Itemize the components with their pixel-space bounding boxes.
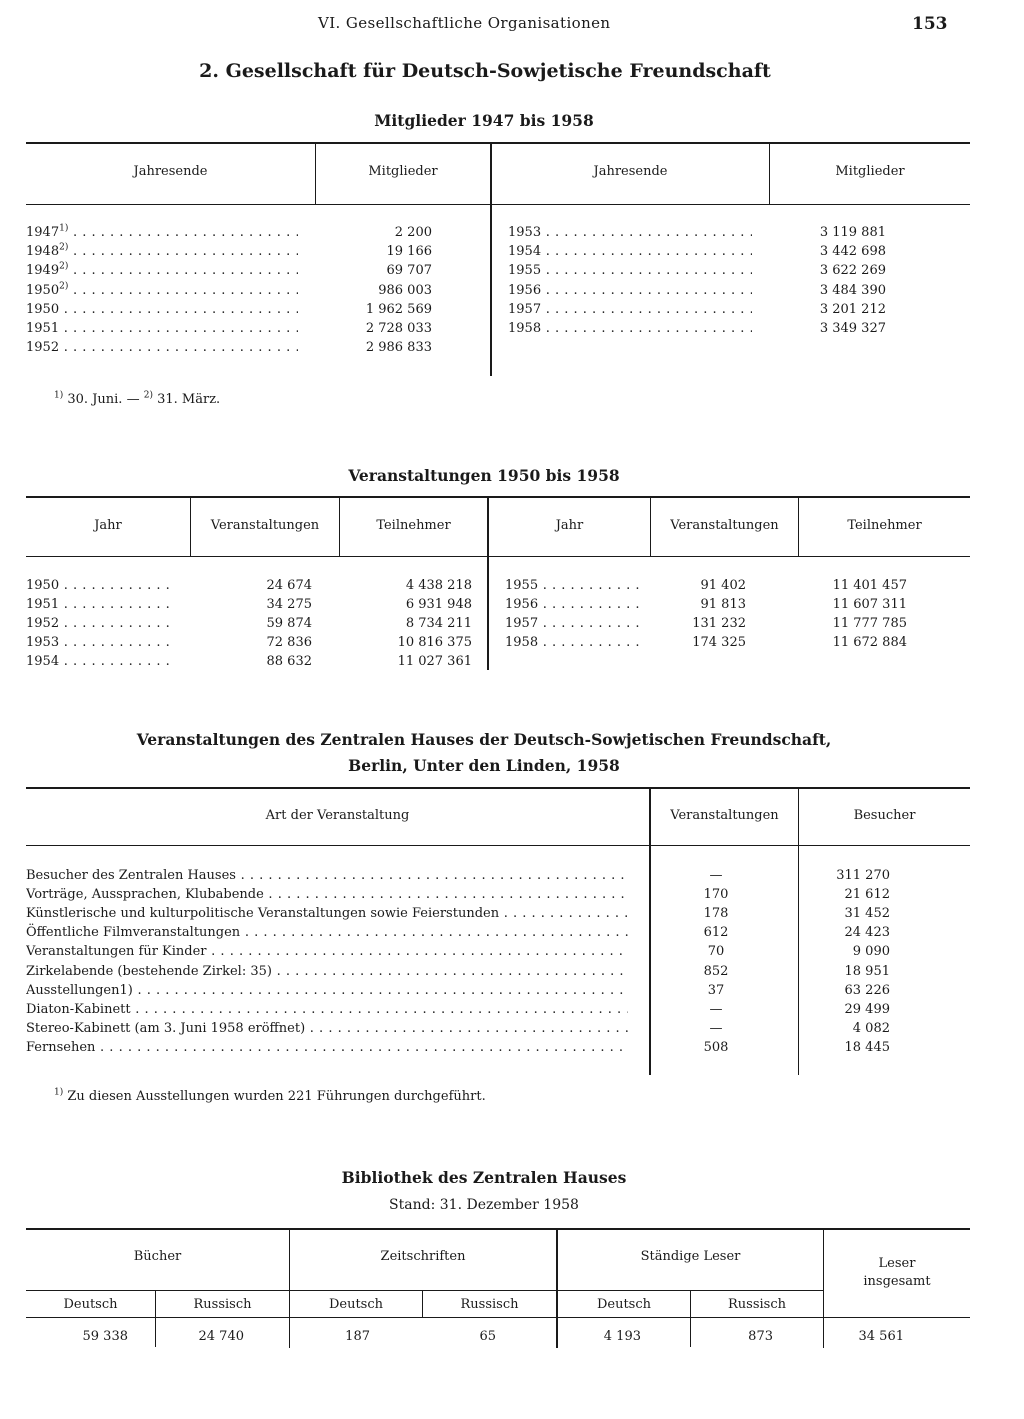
- table-row: [26, 223, 490, 242]
- table3-footnote: [54, 1089, 486, 1104]
- row-label: [26, 338, 298, 357]
- footnote-ref: 2): [59, 281, 69, 292]
- table-row: [26, 866, 970, 885]
- year: 1957: [508, 301, 542, 317]
- row-label: Fernsehen . . .: [26, 1038, 628, 1057]
- footnote-text: 31. März.: [157, 392, 221, 407]
- row-label: [505, 614, 641, 633]
- row-label: [505, 595, 641, 614]
- table3-caption-line1: Veranstaltungen des Zentralen Hauses der Deutsch-Sowjetischen Freundschaft,: [136, 730, 832, 749]
- row-label: [26, 633, 176, 652]
- events-value: 70: [707, 944, 725, 960]
- members-value: 19 166: [386, 244, 432, 260]
- row-label: [26, 300, 298, 319]
- members-value: 2 200: [394, 225, 432, 240]
- row-label: Ausstellungen1) . . .: [26, 981, 628, 1000]
- footnote-mark: 1): [54, 390, 64, 401]
- participants-value: 11 607 311: [832, 597, 907, 612]
- year: 1954: [26, 654, 60, 669]
- table-row: [26, 300, 490, 319]
- year: 1952: [26, 616, 60, 631]
- events-value: 852: [703, 963, 729, 979]
- table1-col-mitglieder: Mitglieder: [368, 164, 438, 179]
- events-value: 24 674: [266, 578, 312, 593]
- events-value: 508: [703, 1039, 729, 1055]
- events-value: 170: [703, 887, 729, 903]
- table4-cell: 34 561: [858, 1329, 904, 1344]
- visitors-value: 63 226: [844, 982, 890, 998]
- visitors-value: 21 612: [844, 887, 890, 903]
- table2-col-veranstaltungen: Veranstaltungen: [670, 518, 779, 533]
- row-label: Besucher des Zentralen Hauses . . .: [26, 866, 628, 885]
- participants-value: 11 027 361: [397, 654, 472, 669]
- table-row: [26, 614, 486, 633]
- year: 1948: [26, 244, 60, 260]
- table4-sub-deutsch: Deutsch: [328, 1297, 384, 1312]
- year: 1956: [508, 282, 542, 298]
- visitors-value: 4 082: [852, 1020, 890, 1036]
- table1-top-rule: [26, 142, 970, 144]
- table3-col-art: Art der Veranstaltung: [265, 808, 410, 823]
- running-title: VI. Gesellschaftliche Organisationen: [318, 14, 611, 32]
- table3-col-veranstaltungen: Veranstaltungen: [670, 808, 779, 823]
- visitors-value: 18 951: [844, 963, 890, 979]
- table1-col-mitglieder: Mitglieder: [835, 164, 905, 179]
- events-value: 612: [703, 925, 729, 941]
- table4-col-leser: Ständige Leser: [640, 1249, 741, 1264]
- table1-footnotes: [54, 392, 220, 407]
- visitors-value: 31 452: [844, 906, 890, 922]
- events-value: 91 402: [700, 578, 746, 593]
- table-row: [26, 652, 486, 671]
- table1-caption: Mitglieder 1947 bis 1958: [374, 111, 594, 130]
- table-row: [505, 595, 970, 614]
- year: 1958: [505, 635, 539, 650]
- table1-header-rule: [26, 204, 970, 205]
- row-label: [26, 595, 176, 614]
- members-value: 69 707: [386, 263, 432, 279]
- members-value: 3 201 212: [819, 301, 886, 317]
- row-label: Öffentliche Filmveranstaltungen . . .: [26, 923, 628, 942]
- table1-col-jahresende: Jahresende: [593, 164, 668, 179]
- table-row: [505, 614, 970, 633]
- table-row: [505, 633, 970, 652]
- table-row: [505, 576, 970, 595]
- table4-col-insgesamt: Leser: [878, 1256, 916, 1271]
- table4-header-rule: [26, 1317, 970, 1318]
- table4-sub-russisch: Russisch: [193, 1297, 252, 1312]
- table2-header-rule: [26, 556, 970, 557]
- participants-value: 4 438 218: [405, 578, 472, 593]
- year: 1957: [505, 616, 539, 631]
- table2-col-jahr: Jahr: [94, 518, 122, 533]
- year: 1953: [26, 635, 60, 650]
- year: 1954: [508, 244, 542, 260]
- events-value: —: [709, 868, 723, 883]
- year: 1952: [26, 340, 60, 356]
- row-label: [508, 261, 752, 280]
- events-value: 72 836: [266, 635, 312, 650]
- table4-sub-russisch: Russisch: [728, 1297, 786, 1312]
- table-row: [26, 885, 970, 904]
- table-row: [508, 242, 968, 261]
- events-value: 131 232: [692, 616, 746, 631]
- table4-subcaption: Stand: 31. Dezember 1958: [389, 1197, 579, 1213]
- row-label: Vorträge, Aussprachen, Klubabende . . .: [26, 885, 628, 904]
- table2-col-veranstaltungen: Veranstaltungen: [210, 518, 320, 533]
- table-row: [26, 338, 490, 357]
- year: 1947: [26, 225, 60, 240]
- row-label: [26, 652, 176, 671]
- table4-cell: 59 338: [82, 1329, 128, 1344]
- table-row: [26, 261, 490, 280]
- row-label: [505, 633, 641, 652]
- visitors-value: 311 270: [836, 868, 890, 883]
- participants-value: 11 777 785: [832, 616, 907, 631]
- table-row: [26, 576, 486, 595]
- participants-value: 10 816 375: [397, 635, 472, 650]
- table4-cell: 873: [748, 1329, 773, 1344]
- visitors-value: 9 090: [852, 944, 890, 960]
- table-row: [26, 1038, 970, 1057]
- table-row: [26, 923, 970, 942]
- row-label: [26, 614, 176, 633]
- members-value: 2 986 833: [365, 340, 432, 356]
- year: 1955: [508, 263, 542, 279]
- row-label: [508, 319, 752, 338]
- row-label: [508, 242, 752, 261]
- events-value: 59 874: [266, 616, 312, 631]
- table4-sub-deutsch: Deutsch: [63, 1297, 118, 1312]
- row-label: [26, 319, 298, 338]
- table4-sub-russisch: Russisch: [460, 1297, 519, 1312]
- row-label: [508, 281, 752, 300]
- table2-col-teilnehmer: Teilnehmer: [847, 518, 922, 533]
- table-row: [26, 633, 486, 652]
- table4-cell: 24 740: [198, 1329, 244, 1344]
- participants-value: 11 672 884: [832, 635, 907, 650]
- year: 1955: [505, 578, 539, 593]
- visitors-value: 24 423: [844, 925, 890, 941]
- row-label: Stereo-Kabinett (am 3. Juni 1958 eröffnet) . . .: [26, 1019, 628, 1038]
- row-label: [26, 223, 298, 242]
- footnote-mark: 1): [54, 1087, 64, 1098]
- members-value: 3 622 269: [819, 263, 886, 279]
- table-row: [508, 261, 968, 280]
- table2-col-jahr: Jahr: [555, 518, 584, 533]
- table-row: [508, 223, 968, 242]
- visitors-value: 18 445: [844, 1039, 890, 1055]
- row-label: Diaton-Kabinett . . .: [26, 1000, 628, 1019]
- year: 1951: [26, 597, 60, 612]
- members-value: 3 119 881: [819, 225, 886, 240]
- events-value: —: [709, 1001, 723, 1017]
- table-row: [26, 1000, 970, 1019]
- year: 1958: [508, 321, 542, 336]
- visitors-value: 29 499: [844, 1001, 890, 1017]
- table-row: [26, 981, 970, 1000]
- row-label: [26, 576, 176, 595]
- row-label: [508, 223, 752, 242]
- year: 1951: [26, 321, 60, 336]
- table2-caption: Veranstaltungen 1950 bis 1958: [348, 466, 620, 485]
- footnote-ref: 2): [59, 242, 69, 253]
- table4-col-zeitschriften: Zeitschriften: [380, 1249, 466, 1264]
- members-value: 986 003: [378, 282, 432, 298]
- table4-cell: 65: [479, 1329, 496, 1344]
- page-number: 153: [912, 14, 948, 34]
- row-label: [505, 576, 641, 595]
- table1-col-jahresende: Jahresende: [133, 164, 208, 179]
- table-row: [26, 242, 490, 261]
- row-label: [26, 281, 298, 300]
- table4-cell: 187: [345, 1329, 370, 1344]
- events-value: 37: [707, 982, 725, 998]
- table-row: [26, 904, 970, 923]
- events-value: 34 275: [266, 597, 312, 612]
- table2-col-teilnehmer: Teilnehmer: [376, 518, 451, 533]
- events-value: 174 325: [692, 635, 746, 650]
- members-value: 3 349 327: [819, 321, 886, 336]
- row-label: [26, 261, 298, 280]
- table4-col-buecher: Bücher: [133, 1249, 182, 1264]
- events-value: —: [709, 1020, 723, 1036]
- table4-caption: Bibliothek des Zentralen Hauses: [341, 1168, 627, 1187]
- members-value: 1 962 569: [365, 301, 432, 317]
- participants-value: 6 931 948: [405, 597, 472, 612]
- members-value: 2 728 033: [365, 321, 432, 336]
- footnote-text: Zu diesen Ausstellungen wurden 221 Führungen durchgeführt.: [67, 1089, 486, 1104]
- year: 1956: [505, 597, 539, 612]
- table3-top-rule: [26, 787, 970, 789]
- table-row: [26, 595, 486, 614]
- table-row: [26, 1019, 970, 1038]
- participants-value: 11 401 457: [832, 578, 907, 593]
- year: 1950: [26, 282, 60, 298]
- year: 1950: [26, 301, 60, 317]
- table-row: [26, 962, 970, 981]
- table-row: [508, 300, 968, 319]
- table3-caption-line2: Berlin, Unter den Linden, 1958: [348, 756, 620, 775]
- footnote-ref: 2): [59, 262, 69, 273]
- table-row: [26, 281, 490, 300]
- section-title: 2. Gesellschaft für Deutsch-Sowjetische Freundschaft: [199, 60, 771, 82]
- table3-col-besucher: Besucher: [853, 808, 916, 823]
- table2-top-rule: [26, 496, 970, 498]
- events-value: 178: [703, 906, 729, 922]
- footnote-mark: 2): [143, 390, 153, 401]
- events-value: 88 632: [266, 654, 312, 669]
- members-value: 3 484 390: [819, 282, 886, 298]
- table4-col-insgesamt: insgesamt: [863, 1274, 931, 1289]
- footnote-text: 30. Juni. —: [67, 392, 140, 407]
- table-row: [26, 319, 490, 338]
- table4-cell: 4 193: [603, 1329, 641, 1344]
- table-row: [508, 319, 968, 338]
- footnote-ref: 1): [59, 223, 69, 234]
- members-value: 3 442 698: [819, 244, 886, 260]
- table-row: [508, 281, 968, 300]
- row-label: Künstlerische und kulturpolitische Veranstaltungen sowie Feierstunden . . .: [26, 904, 628, 923]
- row-label: Zirkelabende (bestehende Zirkel: 35) . . .: [26, 962, 628, 981]
- table4-top-rule: [26, 1228, 970, 1230]
- year: 1950: [26, 578, 60, 593]
- table3-header-rule: [26, 845, 970, 846]
- row-label: [508, 300, 752, 319]
- year: 1949: [26, 263, 60, 279]
- row-label: Veranstaltungen für Kinder . . .: [26, 942, 628, 961]
- table-row: [26, 942, 970, 961]
- table4-sub-deutsch: Deutsch: [596, 1297, 652, 1312]
- row-label: [26, 242, 298, 261]
- events-value: 91 813: [700, 597, 746, 612]
- year: 1953: [508, 225, 542, 240]
- table4-mid-rule: [26, 1290, 823, 1291]
- participants-value: 8 734 211: [405, 616, 472, 631]
